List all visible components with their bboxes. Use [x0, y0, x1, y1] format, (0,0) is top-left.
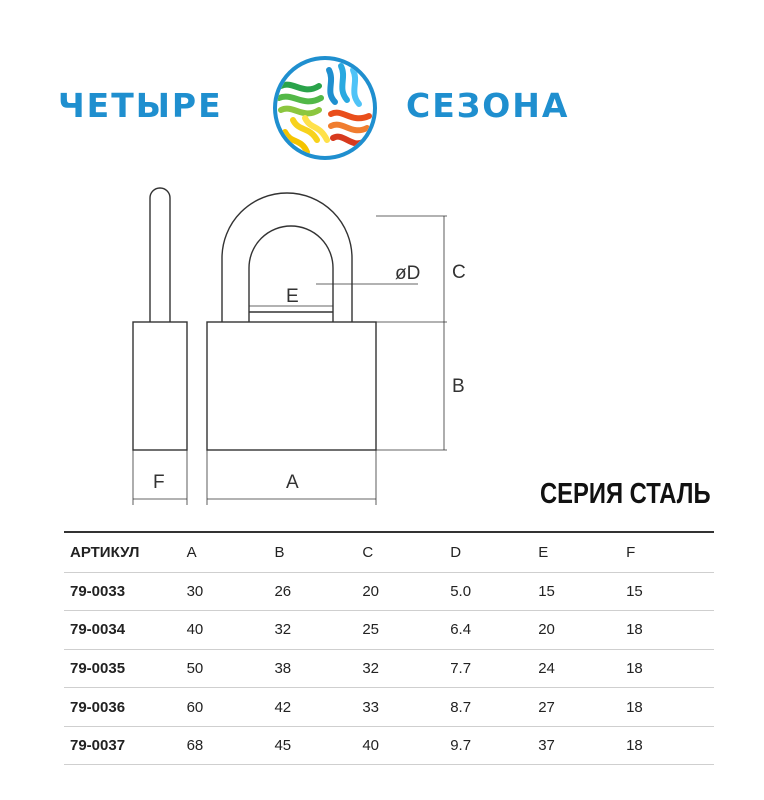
- cell-e: 20: [538, 621, 555, 639]
- cell-c: 20: [362, 582, 380, 600]
- dimension-label-d: øD: [395, 263, 421, 284]
- cell-d: 8.7: [450, 698, 472, 716]
- table-row: [64, 611, 714, 650]
- front-body: [207, 322, 376, 450]
- dimension-label-b: B: [452, 376, 465, 397]
- cell-sku: 79-0037: [70, 737, 126, 755]
- cell-c: 40: [362, 737, 380, 755]
- cell-a: 60: [186, 698, 204, 716]
- cell-sku: 79-0033: [70, 582, 126, 600]
- cell-b: 42: [274, 698, 292, 716]
- dimension-label-e: E: [286, 286, 299, 307]
- cell-b: 38: [274, 659, 292, 677]
- cell-b: 45: [274, 737, 292, 755]
- cell-sku: 79-0036: [70, 698, 126, 716]
- header-a: A: [186, 543, 197, 561]
- header-e: E: [538, 543, 549, 561]
- header-c: C: [362, 543, 374, 561]
- side-body: [133, 322, 187, 450]
- cell-f: 18: [626, 621, 643, 639]
- cell-c: 25: [362, 621, 380, 639]
- cell-b: 32: [274, 621, 292, 639]
- front-shackle-inner: [249, 226, 333, 322]
- cell-d: 9.7: [450, 737, 472, 755]
- cell-a: 68: [186, 737, 204, 755]
- cell-c: 33: [362, 698, 380, 716]
- brand-name-left: ЧЕТЫРЕ: [58, 86, 223, 125]
- brand-name-right: СЕЗОНА: [406, 86, 570, 125]
- cell-a: 30: [186, 582, 204, 600]
- dimension-label-c: C: [452, 262, 466, 283]
- cell-b: 26: [274, 582, 292, 600]
- cell-e: 15: [538, 582, 555, 600]
- cell-f: 18: [626, 737, 643, 755]
- cell-e: 27: [538, 698, 555, 716]
- cell-d: 6.4: [450, 621, 472, 639]
- cell-d: 7.7: [450, 659, 472, 677]
- cell-sku: 79-0034: [70, 621, 126, 639]
- cell-a: 50: [186, 659, 204, 677]
- header-sku: АРТИКУЛ: [70, 543, 140, 561]
- cell-f: 15: [626, 582, 643, 600]
- spec-table: [64, 531, 714, 765]
- cell-a: 40: [186, 621, 204, 639]
- table-row: [64, 649, 714, 688]
- dimension-label-f: F: [153, 472, 165, 493]
- series-title: СЕРИЯ СТАЛЬ: [540, 478, 711, 510]
- table-row: [64, 688, 714, 727]
- table-row: [64, 726, 714, 765]
- cell-e: 24: [538, 659, 555, 677]
- header-b: B: [274, 543, 285, 561]
- cell-sku: 79-0035: [70, 659, 126, 677]
- side-shackle: [150, 188, 170, 322]
- cell-f: 18: [626, 698, 643, 716]
- dimension-label-a: A: [286, 472, 299, 493]
- cell-e: 37: [538, 737, 555, 755]
- cell-f: 18: [626, 659, 643, 677]
- cell-c: 32: [362, 659, 380, 677]
- table-row: [64, 572, 714, 611]
- cell-d: 5.0: [450, 582, 472, 600]
- header-d: D: [450, 543, 462, 561]
- table-header-row: [64, 532, 714, 572]
- header-f: F: [626, 543, 636, 561]
